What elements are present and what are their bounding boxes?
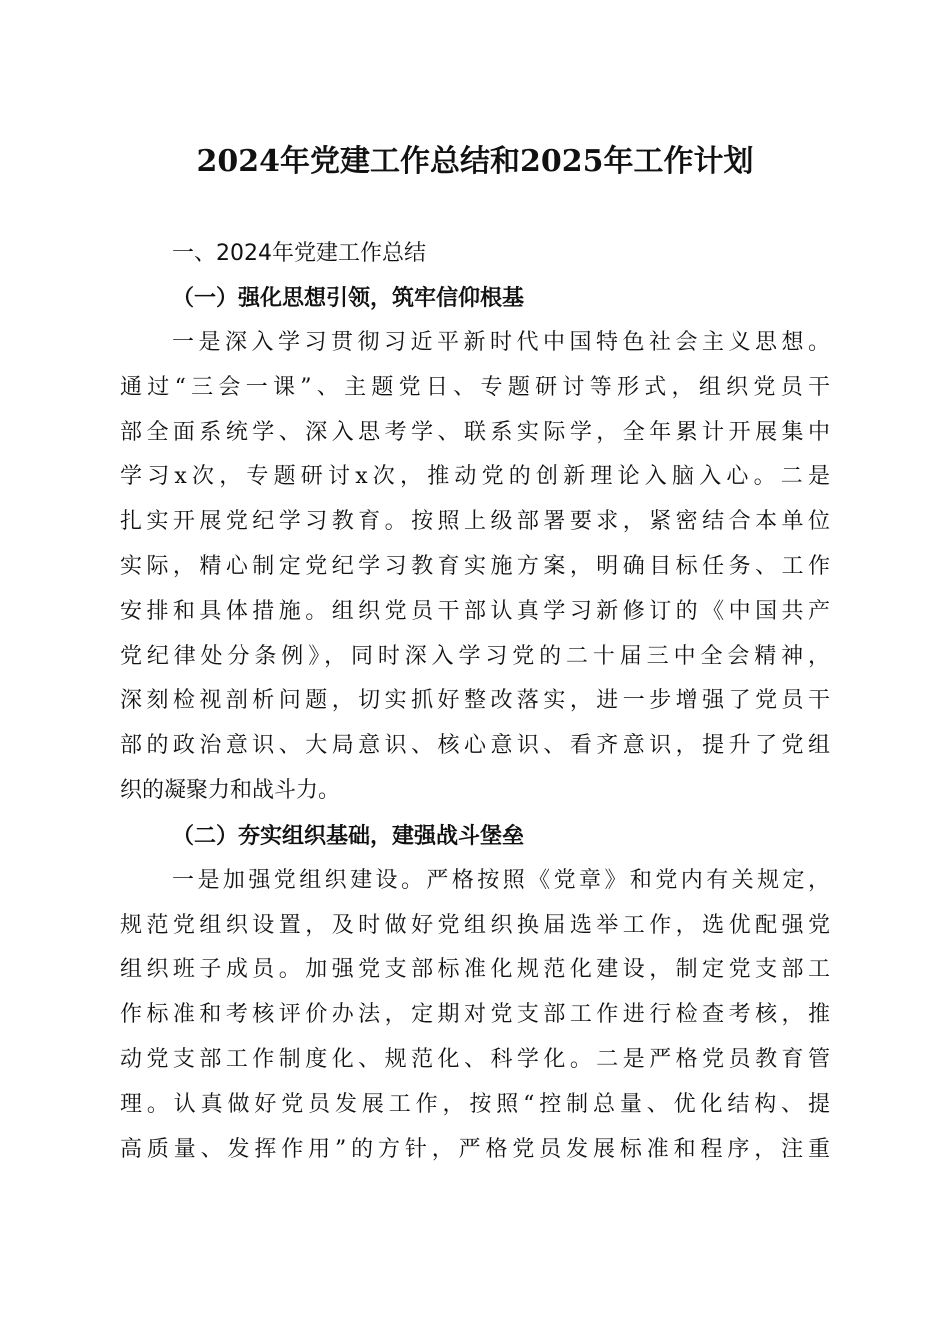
paragraph-ideology [120,321,830,814]
subsection-heading-organization: （二）夯实组织基础，建强战斗堡垒 [172,822,525,849]
paragraph-line: 深刻检视剖析问题，切实抓好整改落实，进一步增强了党员干 [120,688,830,714]
paragraph-line: 扎实开展党纪学习教育。按照上级部署要求，紧密结合本单位 [120,509,830,535]
paragraph-line: 动党支部工作制度化、规范化、科学化。二是严格党员教育管 [120,1046,830,1072]
paragraph-line: 一是深入学习贯彻习近平新时代中国特色社会主义思想。 [172,330,830,355]
paragraph-organization [120,859,830,1173]
document-title: 2024年党建工作总结和2025年工作计划 [196,144,754,179]
paragraph-line: 规范党组织设置，及时做好党组织换届选举工作，选优配强党 [120,912,830,938]
paragraph-line: 一是加强党组织建设。严格按照《党章》和党内有关规定， [172,867,830,893]
paragraph-line: 作标准和考核评价办法，定期对党支部工作进行检查考核，推 [120,1002,830,1028]
subsection-heading-ideology: （一）强化思想引领，筑牢信仰根基 [172,285,525,311]
paragraph-line: 织的凝聚力和战斗力。 [120,777,341,803]
paragraph-line: 部全面系统学、深入思考学、联系实际学，全年累计开展集中 [120,419,830,445]
paragraph-line: 实际，精心制定党纪学习教育实施方案，明确目标任务、工作 [120,553,830,579]
paragraph-line: 学习x次，专题研讨x次，推动党的创新理论入脑入心。二是 [120,464,830,490]
document-body [120,231,830,1172]
paragraph-line: 通过“三会一课”、主题党日、专题研讨等形式，组织党员干 [120,374,830,400]
paragraph-line: 高质量、发挥作用”的方针，严格党员发展标准和程序，注重 [120,1136,830,1162]
paragraph-line: 组织班子成员。加强党支部标准化规范化建设，制定党支部工 [120,957,830,983]
paragraph-line: 部的政治意识、大局意识、核心意识、看齐意识，提升了党组 [120,733,830,759]
paragraph-line: 安排和具体措施。组织党员干部认真学习新修订的《中国共产 [120,598,830,624]
section-heading-summary: 一、2024年党建工作总结 [172,241,426,266]
paragraph-line: 党纪律处分条例》，同时深入学习党的二十届三中全会精神， [120,643,830,669]
paragraph-line: 理。认真做好党员发展工作，按照“控制总量、优化结构、提 [120,1091,830,1117]
